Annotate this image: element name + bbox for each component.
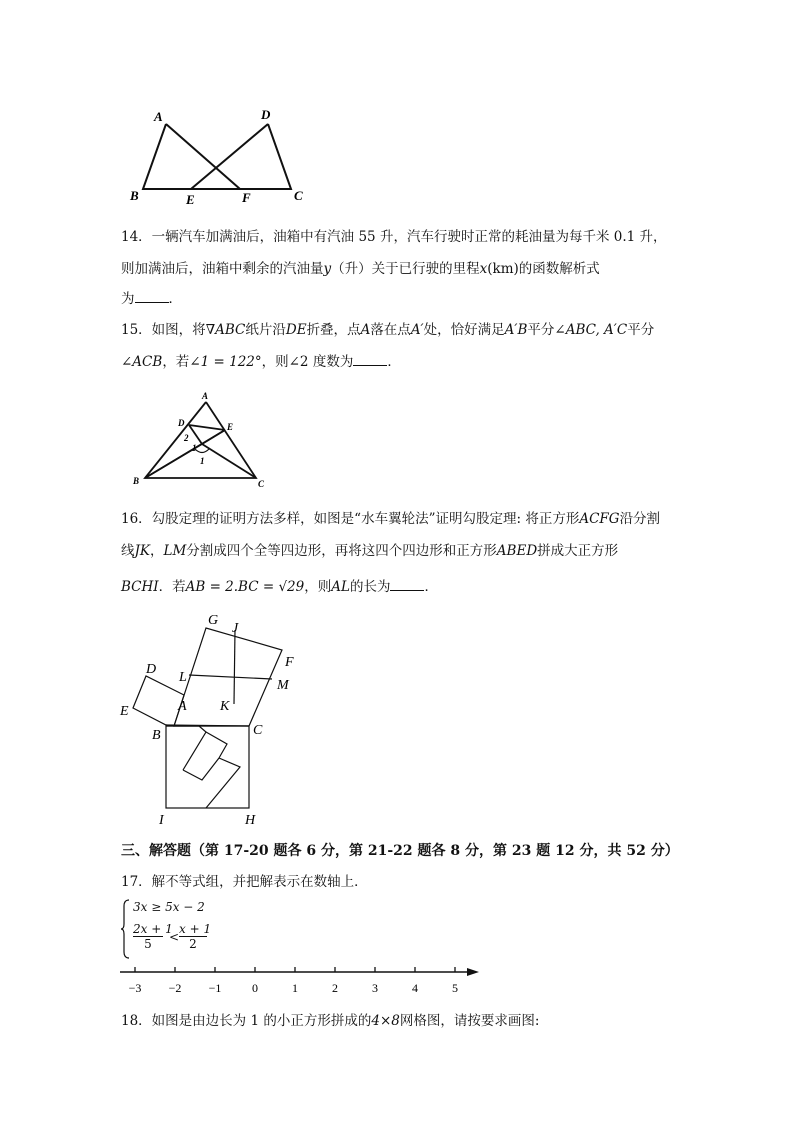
label-d: D [178, 418, 185, 428]
square-bchi [166, 726, 249, 808]
q16-line-1: 16．勾股定理的证明方法多样，如图是“水车翼轮法”证明勾股定理: 将正方形ACFG沿分割 [121, 511, 661, 527]
q14-line-3: 为 ． [121, 291, 182, 307]
inequality-system [121, 898, 221, 962]
square-abed [133, 676, 184, 726]
fraction-left-denominator: 5 [144, 937, 152, 951]
number-line-tick-label: 1 [292, 981, 298, 995]
label-j: J [232, 621, 239, 636]
label-e: E [120, 704, 129, 719]
q16-line-2: 线JK，LM分割成四个全等四边形，再将这四个四边形和正方形ABED拼成大正方形 [121, 543, 619, 559]
inner-quad-1 [166, 726, 206, 770]
left-brace [121, 898, 131, 960]
number-line-tick-label: 3 [372, 981, 378, 995]
label-f: F [242, 190, 251, 205]
q15-line-2: ∠ACB，若∠1 = 122°，则∠2 度数为 ． [121, 354, 401, 370]
label-2: 2 [184, 433, 189, 443]
label-d: D [146, 662, 157, 677]
label-b: B [133, 476, 140, 486]
answer-blank [135, 290, 169, 303]
label-h: H [245, 813, 256, 828]
number-line-tick-label: 0 [252, 981, 258, 995]
q14-line-2: 则加满油后，油箱中剩余的汽油量y（升）关于已行驶的里程x(km)的函数解析式 [121, 261, 600, 277]
figure-crossing-triangles [118, 100, 318, 210]
q16-line-3: BCHI．若AB = 2.BC = √29，则AL的长为 ． [121, 579, 438, 595]
number-line-tick-label: −1 [208, 981, 222, 995]
figure-folded-triangle [128, 388, 278, 493]
number-line-tick-label: 2 [332, 981, 338, 995]
label-1-small: 1 [192, 443, 197, 453]
fraction-left-numerator: 2x + 1 [133, 922, 173, 936]
figure-waterwheel-proof [112, 608, 322, 830]
label-m: M [277, 678, 289, 693]
label-e: E [227, 422, 234, 432]
label-c: C [258, 479, 265, 489]
label-a: A [202, 391, 209, 401]
q18-text: 18．如图是由边长为 1 的小正方形拼成的4×8网格图，请按要求画图: [121, 1013, 540, 1029]
triangle-dec [191, 124, 291, 189]
triangle-abf [143, 124, 240, 189]
less-than-sign: < [169, 930, 180, 944]
fold-line-de [189, 425, 225, 430]
label-c: C [253, 723, 263, 738]
label-a: A [178, 699, 187, 714]
label-b: B [152, 728, 161, 743]
label-b: B [130, 188, 139, 203]
number-line-tick-label: 5 [452, 981, 458, 995]
inner-quad-2 [206, 732, 227, 758]
answer-blank [390, 578, 424, 591]
segment-da-prime [189, 425, 202, 444]
label-1: 1 [200, 456, 205, 466]
fraction-right-numerator: x + 1 [179, 922, 212, 936]
number-line-arrow [467, 968, 479, 976]
section-3-heading: 三、解答题（第 17-20 题各 6 分，第 21-22 题各 8 分，第 23 题 12 分，共 52 分） [121, 843, 679, 859]
number-line-tick-label: −2 [168, 981, 182, 995]
inequality-1: 3x ≥ 5x − 2 [133, 900, 205, 914]
number-line-tick-label: 4 [412, 981, 418, 995]
fraction-right [179, 922, 212, 951]
label-i: I [159, 813, 164, 828]
angle-arc-1 [195, 449, 209, 453]
segment-lm [189, 675, 272, 679]
label-c: C [294, 188, 303, 203]
label-a: A [154, 109, 163, 124]
fraction-right-denominator: 2 [189, 937, 197, 951]
label-g: G [208, 613, 219, 628]
q14-line-1: 14．一辆汽车加满油后，油箱中有汽油 55 升，汽车行驶时正常的耗油量为每千米 0.1 升， [121, 229, 667, 245]
fraction-left [133, 922, 173, 951]
q15-line-1: 15．如图，将∇ABC纸片沿DE折叠，点A落在点A′处，恰好满足A′B平分∠ABC, A′C平分 [121, 322, 655, 338]
q17-text: 17．解不等式组，并把解表示在数轴上． [121, 874, 368, 890]
label-d: D [261, 107, 271, 122]
segment-ca-prime [202, 444, 256, 478]
segment-jk [234, 630, 235, 704]
inner-quad-3 [206, 758, 240, 808]
number-line [115, 962, 485, 998]
answer-blank [353, 353, 387, 366]
number-line-tick-label: −3 [128, 981, 142, 995]
label-k: K [220, 699, 230, 714]
label-e: E [186, 192, 195, 207]
label-f: F [285, 655, 294, 670]
label-l: L [179, 670, 187, 685]
